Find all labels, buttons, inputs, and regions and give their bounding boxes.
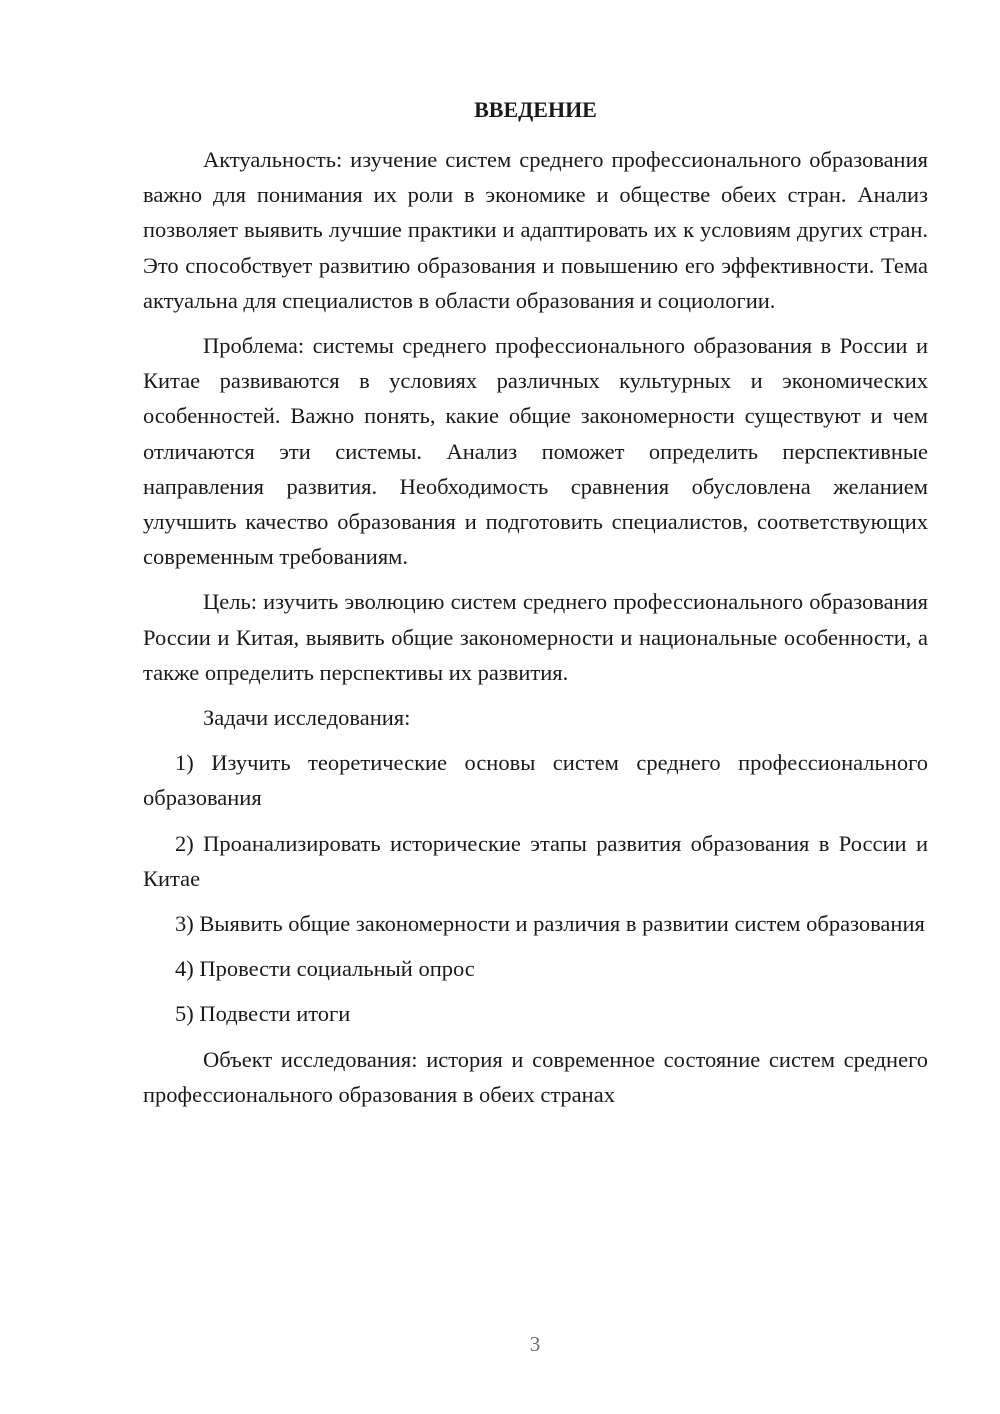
goal-paragraph: Цель: изучить эволюцию систем среднего профессионального образования России и Китая, выявить общие закономерности и национальные особенности, а также определить перспективы их развития.: [143, 589, 928, 685]
object-paragraph: Объект исследования: история и современное состояние систем среднего профессионального образования в обеих странах: [143, 1046, 928, 1107]
page-number: 3: [529, 1332, 541, 1356]
tasks-heading: Задачи исследования:: [203, 705, 411, 731]
relevance-paragraph: Актуальность: изучение систем среднего профессионального образования важно для понимания их роли в экономике и обществе обеих стран. Анализ позволяет выявить лучшие практики и адаптировать их к условиям других стран. Это способствует развитию образования и повышению его эффективности. Тема актуальна для специалистов в области образования и социологии.: [143, 147, 928, 313]
task-item: 2) Проанализировать исторические этапы развития образования в России и Китае: [143, 830, 928, 891]
problem-paragraph: Проблема: системы среднего профессионального образования в России и Китае развиваются в условиях различных культурных и экономических особенностей. Важно понять, какие общие закономерности существуют и чем отличаются эти системы. Анализ поможет определить перспективные направления развития. Необходимость сравнения обусловлена желанием улучшить качество образования и подготовить специалистов, соответствующих современным требованиям.: [143, 333, 928, 570]
task-item: 1) Изучить теоретические основы систем среднего профессионального образования: [143, 750, 928, 811]
page-content: [143, 92, 928, 1122]
task-item: 3) Выявить общие закономерности и различия в развитии систем образования: [175, 911, 925, 937]
section-title: ВВЕДЕНИЕ: [474, 97, 597, 122]
task-item: 5) Подвести итоги: [175, 1001, 351, 1027]
task-item: 4) Провести социальный опрос: [175, 956, 475, 982]
